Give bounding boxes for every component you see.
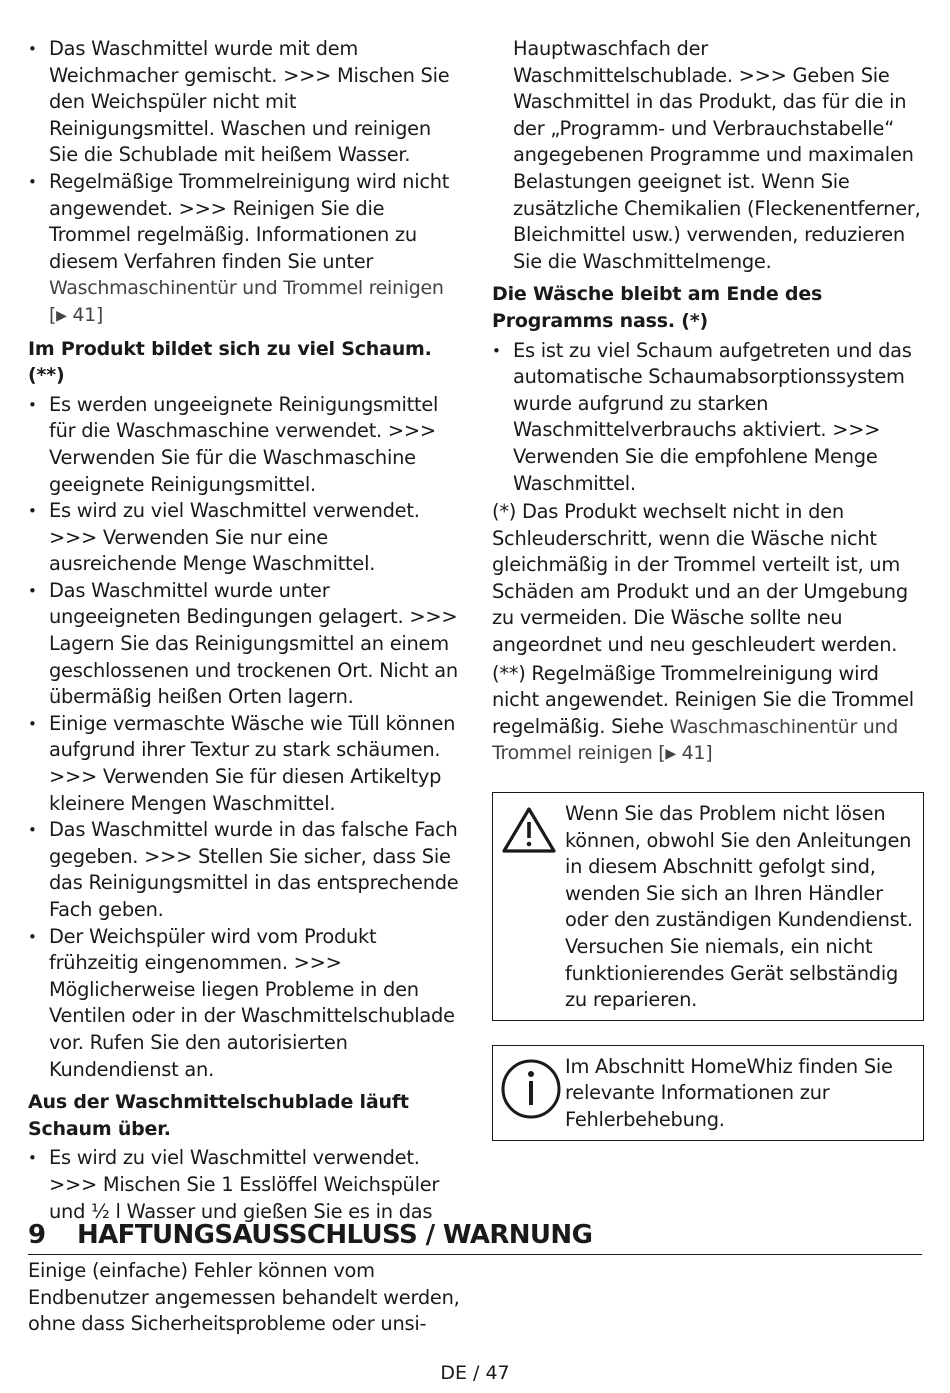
info-icon xyxy=(501,1054,559,1134)
warning-box xyxy=(492,792,924,1021)
page-arrow-icon: ▶ xyxy=(56,307,67,324)
info-box xyxy=(492,1045,924,1141)
right-column xyxy=(492,36,924,1141)
warning-triangle-icon xyxy=(501,801,559,1014)
cross-reference-page: 41 xyxy=(681,742,706,765)
section-title: HAFTUNGSAUSSCHLUSS / WARNUNG xyxy=(77,1220,593,1250)
cross-reference-label: Waschmaschinentür und Trommel reinigen xyxy=(49,277,444,300)
footnote-single-star: (*) Das Produkt wechselt nicht in den Schleuderschritt, wenn die Wäsche nicht gleichmäßig in der Trommel verteilt ist, um Schäden am Produkt und an der Umgebung zu vermeiden. Die Wäsche sollte neu angeordnet und neu geschleudert werden. xyxy=(492,500,908,657)
section-heading xyxy=(28,1218,922,1255)
heading-drawer-overflow: Aus der Waschmittelschublade läuft Schaum über. xyxy=(28,1091,409,1140)
footnote-double-star xyxy=(492,661,924,768)
section-number: 9 xyxy=(28,1220,46,1250)
page-arrow-icon: ▶ xyxy=(665,746,676,763)
list-item: • Das Waschmittel wurde mit dem Weichmacher gemischt. >>> Mischen Sie den Weichspüler nicht mit Reinigungsmittel. Waschen und reinigen Sie die Schublade mit heißem Wasser. xyxy=(28,36,460,169)
cross-reference-label: Waschmaschinentür und Trommel reinigen xyxy=(492,715,899,765)
heading-laundry-wet: Die Wäsche bleibt am Ende des Programms nass. (*) xyxy=(492,283,823,332)
troubleshooting-list-1 xyxy=(28,36,460,330)
heading-too-much-foam: Im Produkt bildet sich zu viel Schaum. (**) xyxy=(28,337,432,387)
cross-reference-page: 41 xyxy=(72,303,96,326)
info-text: Im Abschnitt HomeWhiz finden Sie relevante Informationen zur Fehlerbehebung. xyxy=(565,1054,893,1131)
troubleshooting-list-wet xyxy=(492,338,924,498)
list-item: • Es wird zu viel Waschmittel verwendet. >>> Verwenden Sie nur eine ausreichende Menge Waschmittel. xyxy=(28,498,460,578)
list-item: • Das Waschmittel wurde in das falsche Fach gegeben. >>> Stellen Sie sicher, dass Sie das Reinigungsmittel in das entsprechende Fach geben. xyxy=(28,817,460,923)
list-item: • Einige vermaschte Wäsche wie Tüll können aufgrund ihrer Textur zu stark schäumen. >>> Verwenden Sie für diesen Artikeltyp kleinere Mengen Waschmittel. xyxy=(28,711,460,817)
troubleshooting-list-foam xyxy=(28,392,460,1083)
page-number: DE / 47 xyxy=(440,1362,510,1384)
cross-reference-link[interactable]: Waschmaschinentür und Trommel reinigen [▶ 41] xyxy=(49,277,444,326)
list-item: • Der Weichspüler wird vom Produkt frühzeitig eingenommen. >>> Möglicherweise liegen Probleme in den Ventilen oder in der Waschmittelschublade vor. Rufen Sie den autorisierten Kundendienst an. xyxy=(28,924,460,1084)
list-item xyxy=(28,169,460,330)
list-item: • Es werden ungeeignete Reinigungsmittel für die Waschmaschine verwendet. >>> Verwenden Sie für die Waschmaschine geeignete Reinigungsmittel. xyxy=(28,392,460,498)
list-item: • Es ist zu viel Schaum aufgetreten und das automatische Schaumabsorptionssystem wurde aufgrund zu starken Waschmittelverbrauchs aktiviert. >>> Verwenden Sie die empfohlene Menge Waschmittel. xyxy=(492,338,924,498)
warning-text: Wenn Sie das Problem nicht lösen können, obwohl Sie den Anleitungen in diesem Abschnitt gefolgt sind, wenden Sie sich an Ihren Händler oder den zuständigen Kundendienst. Versuchen Sie niemals, ein nicht funktionierendes Gerät selbständig zu reparieren. xyxy=(565,802,913,1012)
list-item-text: Regelmäßige Trommelreinigung wird nicht angewendet. >>> Reinigen Sie die Trommel regelmäßig. Informationen zu diesem Verfahren finden Sie unter xyxy=(49,169,450,273)
list-item: • Das Waschmittel wurde unter ungeeigneten Bedingungen gelagert. >>> Lagern Sie das Reinigungsmittel an einem geschlossenen und trockenen Ort. Nicht an übermäßig heißen Orten lagern. xyxy=(28,578,460,711)
section-intro-paragraph: Einige (einfache) Fehler können vom Endbenutzer angemessen behandelt werden, ohne dass Sicherheitsprobleme oder unsi- xyxy=(28,1259,460,1336)
troubleshooting-list-drawer xyxy=(28,1145,460,1225)
cross-reference-link[interactable]: Waschmaschinentür und Trommel reinigen [▶ 41] xyxy=(492,715,899,765)
list-item: • Es wird zu viel Waschmittel verwendet. >>> Mischen Sie 1 Esslöffel Weichspüler und ½ l Wasser und gießen Sie es in das xyxy=(28,1145,460,1225)
footnote-text: (**) Regelmäßige Trommelreinigung wird nicht angewendet. Reinigen Sie die Trommel regelmäßig. Siehe xyxy=(492,661,914,738)
left-column xyxy=(28,36,460,1225)
list-item-continuation: Hauptwaschfach der Waschmittelschublade. >>> Geben Sie Waschmittel in das Produkt, das für die in der „Programm- und Verbrauchstabelle“ angegebenen Programme und maximalen Belastungen geeignet ist. Wenn Sie zusätzliche Chemikalien (Fleckenentferner, Bleichmittel usw.) verwenden, reduzieren Sie die Waschmittelmenge. xyxy=(513,37,921,273)
